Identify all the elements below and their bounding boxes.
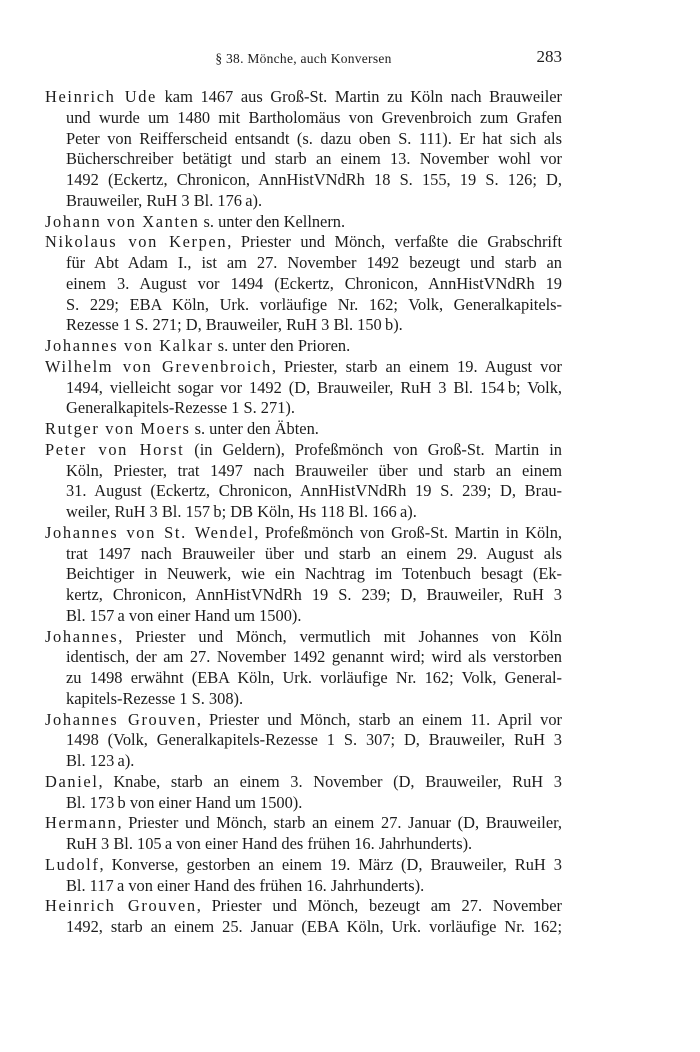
entry	[45, 232, 562, 336]
entry-name: Nikolaus von Kerpen	[45, 232, 228, 252]
entry-name: Hermann	[45, 813, 118, 833]
entry-continuation-line: 1498 (Volk, Generalkapitels-Rezesse 1 S. 307; D, Brauweiler, RuH 3	[66, 730, 562, 750]
entry-continuation-line: S. 229; EBA Köln, Urk. vorläufige Nr. 162; Volk, Generalkapitels-	[66, 294, 562, 314]
entry-first-line	[45, 232, 562, 253]
entry-first-line	[45, 419, 562, 440]
entry	[45, 627, 562, 710]
entry-continuation-line: Bl. 123 a).	[66, 751, 135, 770]
entry-text: (in Geldern), Profeßmönch von Groß-St. Martin in	[184, 439, 563, 459]
entry-name: Daniel	[45, 771, 99, 791]
entry-text: s. unter den Kellnern.	[199, 211, 346, 231]
entry-first-line	[45, 87, 562, 108]
entry-text: , Priester und Mönch, starb an einem 27. Januar (D, Brauweiler,	[117, 813, 562, 833]
entry-continuation-line: zu 1498 erwähnt (EBA Köln, Urk. vorläufige Nr. 162; Volk, General-	[66, 668, 562, 687]
entry-first-line	[45, 772, 562, 793]
entry-name: Johann von Xanten	[45, 211, 200, 231]
entry-first-line	[45, 896, 562, 917]
entry-continuation-line: Rezesse 1 S. 271; D, Brauweiler, RuH 3 Bl. 150 b).	[66, 315, 403, 335]
entry-name: Ludolf	[45, 854, 100, 874]
entry	[45, 896, 562, 938]
entry	[45, 813, 562, 855]
entry-text: , Profeßmönch von Groß-St. Martin in Köln,	[254, 522, 562, 542]
entry-first-line	[45, 212, 562, 233]
entry-continuation-line: Peter von Reifferscheid entsandt (s. dazu oben S. 111). Er hat sich als	[66, 128, 562, 148]
entry-continuation-line: Bl. 117 a von einer Hand des frühen 16. Jahrhunderts).	[66, 875, 425, 895]
running-head	[45, 48, 562, 68]
entry-text: s. unter den Äbten.	[190, 419, 319, 438]
entry	[45, 855, 562, 897]
entry-continuation-line: Brauweiler, RuH 3 Bl. 176 a).	[66, 190, 263, 210]
entry-name: Johannes Grouven	[45, 709, 197, 729]
entry-name: Peter von Horst	[45, 439, 185, 459]
entry-text: , Priester und Mönch, starb an einem 11. April vor	[196, 709, 563, 729]
entry-continuation-line: für Abt Adam I., ist am 27. November 1492 bezeugt und starb an	[66, 253, 562, 272]
entry	[45, 440, 562, 523]
entry-continuation-line: Bl. 157 a von einer Hand um 1500).	[66, 605, 302, 625]
entry-continuation-line: Beichtiger in Neuwerk, wie ein Nachtrag im Totenbuch besagt (Ek-	[66, 564, 562, 584]
entry	[45, 772, 562, 814]
entry-name: Johannes von St. Wendel	[45, 522, 255, 542]
entry-first-line	[45, 523, 562, 544]
entry-text: , Konverse, gestorben an einem 19. März (D, Brauweiler, RuH 3	[99, 854, 562, 874]
entry	[45, 87, 562, 212]
entry-continuation-line: kapitels-Rezesse 1 S. 308).	[66, 688, 244, 708]
entry	[45, 336, 562, 357]
entry	[45, 357, 562, 419]
entry-text: , Priester und Mönch, vermutlich mit Johannes von Köln	[118, 626, 562, 646]
running-title: § 38. Mönche, auch Konversen	[215, 51, 392, 66]
body-text	[45, 87, 562, 938]
entry-text: , Priester, starb an einem 19. August vor	[271, 356, 562, 376]
entry-first-line	[45, 627, 562, 648]
page-number: 283	[536, 47, 562, 66]
entry-first-line	[45, 813, 562, 834]
entry-continuation-line: 1492, starb an einem 25. Januar (EBA Köln, Urk. vorläufige Nr. 162;	[66, 917, 562, 936]
entry-text: kam 1467 aus Groß-St. Martin zu Köln nach Brauweiler	[156, 87, 562, 106]
entry-first-line	[45, 440, 562, 461]
entry-text: , Priester und Mönch, verfaßte die Grabschrift	[227, 232, 562, 252]
entry-continuation-line: Generalkapitels-Rezesse 1 S. 271).	[66, 398, 295, 418]
entry-continuation-line: RuH 3 Bl. 105 a von einer Hand des frühen 16. Jahrhunderts).	[66, 834, 473, 853]
entry-continuation-line: kertz, Chronicon, AnnHistVNdRh 19 S. 239; D, Brauweiler, RuH 3	[66, 585, 562, 604]
entry-continuation-line: trat 1497 nach Brauweiler über und starb an einem 29. August als	[66, 543, 562, 563]
entry-continuation-line: weiler, RuH 3 Bl. 157 b; DB Köln, Hs 118 Bl. 166 a).	[66, 502, 417, 521]
entry-text: s. unter den Prioren.	[213, 336, 351, 355]
entry-name: Johannes	[45, 626, 119, 646]
entry-continuation-line: identisch, der am 27. November 1492 genannt wird; wird als verstorben	[66, 647, 562, 667]
entry-first-line	[45, 710, 562, 731]
entry-first-line	[45, 357, 562, 378]
entry-first-line	[45, 855, 562, 876]
entry	[45, 212, 562, 233]
entry-continuation-line: 1492 (Eckertz, Chronicon, AnnHistVNdRh 18 S. 155, 19 S. 126; D,	[66, 170, 562, 189]
entry-first-line	[45, 336, 562, 357]
entry-name: Rutger von Moers	[45, 419, 191, 438]
entry-continuation-line: 1494, vielleicht sogar vor 1492 (D, Brauweiler, RuH 3 Bl. 154 b; Volk,	[66, 377, 562, 397]
entry-continuation-line: 31. August (Eckertz, Chronicon, AnnHistVNdRh 19 S. 239; D, Brau-	[66, 481, 562, 501]
entry	[45, 523, 562, 627]
entry-name: Wilhelm von Grevenbroich	[45, 356, 272, 376]
entry-name: Heinrich Ude	[45, 87, 157, 106]
entry-text: , Priester und Mönch, bezeugt am 27. November	[196, 896, 562, 916]
entry	[45, 419, 562, 440]
entry-continuation-line: einem 3. August vor 1494 (Eckertz, Chronicon, AnnHistVNdRh 19	[66, 273, 562, 293]
entry-continuation-line: Bücherschreiber betätigt und starb an einem 13. November wohl vor	[66, 149, 562, 169]
entry-text: , Knabe, starb an einem 3. November (D, Brauweiler, RuH 3	[98, 771, 562, 791]
entry-name: Heinrich Grouven	[45, 896, 197, 916]
entry-continuation-line: Bl. 173 b von einer Hand um 1500).	[66, 792, 303, 812]
entry-name: Johannes von Kalkar	[45, 336, 214, 355]
entry-continuation-line: und wurde um 1480 mit Bartholomäus von Grevenbroich zum Grafen	[66, 107, 562, 127]
entry	[45, 710, 562, 772]
entry-continuation-line: Köln, Priester, trat 1497 nach Brauweiler über und starb an einem	[66, 460, 562, 480]
